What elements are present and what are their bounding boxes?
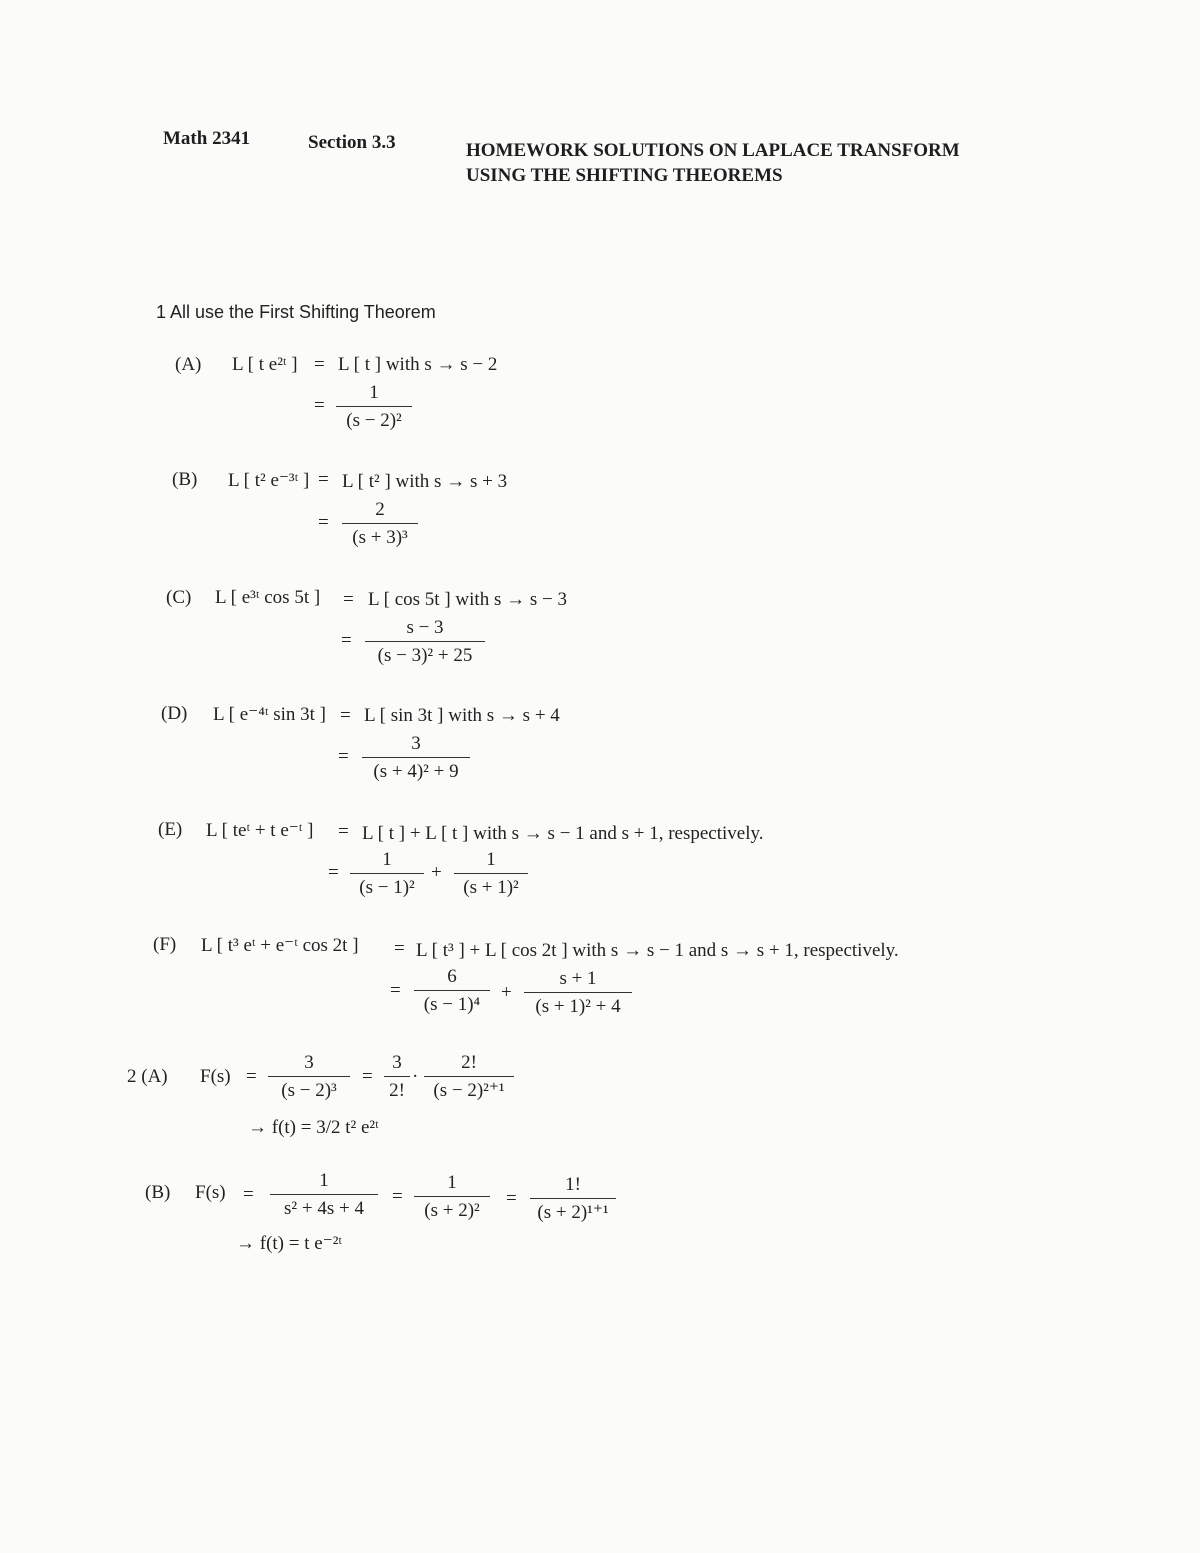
p1d-eq2: =: [338, 746, 349, 767]
p1a-fraction: [336, 382, 412, 432]
p1e-den1: (s − 1)²: [359, 877, 415, 898]
p2b-num3: 1!: [565, 1174, 581, 1195]
p1d-label: (D): [161, 703, 188, 724]
p1d-num: 3: [411, 733, 421, 754]
p1e-den2: (s + 1)²: [463, 877, 519, 898]
p2b-result: → f(t) = t e⁻²ᵗ: [236, 1233, 343, 1254]
p1f-fraction-2: [524, 968, 632, 1018]
p1b-den: (s + 3)³: [352, 527, 408, 548]
p1a-den: (s − 2)²: [346, 410, 402, 431]
p1c-den: (s − 3)² + 25: [377, 645, 473, 666]
p2a-num1: 3: [304, 1052, 314, 1073]
p2b-num2: 1: [447, 1172, 457, 1193]
p1d-den: (s + 4)² + 9: [373, 761, 459, 782]
p1a-num: 1: [369, 382, 379, 403]
p2b-num1: 1: [319, 1170, 329, 1191]
p1f-num2: s + 1: [559, 968, 597, 989]
problem-1-intro: 1 All use the First Shifting Theorem: [156, 302, 436, 322]
p1a-eq2: =: [314, 395, 325, 416]
p1b-eq: =: [318, 469, 329, 490]
fraction-bar: [530, 1198, 616, 1199]
p1c-lhs: L [ e³ᵗ cos 5t ]: [215, 587, 321, 608]
p1f-fraction-1: [414, 966, 490, 1016]
fraction-bar: [342, 523, 418, 524]
p2b-fraction-2: [414, 1172, 490, 1222]
p2b-den3: (s + 2)¹⁺¹: [537, 1202, 609, 1223]
p2a-dot: ·: [412, 1066, 419, 1087]
p1e-rhs: L [ t ] + L [ t ] with s → s − 1 and s + 1, respectively.: [362, 823, 764, 844]
p2a-fs: F(s): [200, 1066, 231, 1087]
p1d-eq: =: [340, 705, 351, 726]
p1a-eq: =: [314, 354, 325, 375]
p1b-rhs: L [ t² ] with s → s + 3: [342, 471, 508, 492]
p1f-num1: 6: [447, 966, 457, 987]
p2b-fraction-1: [270, 1170, 378, 1220]
p2b-den1: s² + 4s + 4: [284, 1198, 364, 1219]
p1f-label: (F): [153, 934, 177, 955]
p2a-fraction-3: [424, 1052, 514, 1102]
p2a-den3: (s − 2)²⁺¹: [433, 1080, 505, 1101]
p1a-lhs: L [ t e²ᵗ ]: [232, 354, 298, 375]
title-line-2: USING THE SHIFTING THEOREMS: [466, 165, 783, 186]
fraction-bar: [365, 641, 485, 642]
p1c-label: (C): [166, 587, 192, 608]
fraction-bar: [414, 1196, 490, 1197]
fraction-bar: [424, 1076, 514, 1077]
p2b-fs: F(s): [195, 1182, 226, 1203]
fraction-bar: [350, 873, 424, 874]
p1f-eq2: =: [390, 980, 401, 1001]
p1b-num: 2: [375, 499, 385, 520]
p1c-eq2: =: [341, 630, 352, 651]
p1c-num: s − 3: [406, 617, 444, 638]
p2b-label: (B): [145, 1182, 171, 1203]
p1d-rhs: L [ sin 3t ] with s → s + 4: [364, 705, 560, 726]
p1e-eq: =: [338, 821, 349, 842]
p1e-lhs: L [ teᵗ + t e⁻ᵗ ]: [206, 820, 314, 841]
p1f-rhs: L [ t³ ] + L [ cos 2t ] with s → s − 1 and s → s + 1, respectively.: [416, 940, 899, 961]
p1e-plus: +: [431, 862, 442, 883]
p1c-eq: =: [343, 589, 354, 610]
p2a-eq2: =: [362, 1066, 373, 1087]
p2a-label: 2 (A): [127, 1066, 168, 1087]
fraction-bar: [336, 406, 412, 407]
page-title: [466, 138, 960, 188]
p2a-den2: 2!: [389, 1080, 405, 1101]
p2a-eq1: =: [246, 1066, 257, 1087]
p1d-lhs: L [ e⁻⁴ᵗ sin 3t ]: [213, 704, 326, 725]
p1e-eq2: =: [328, 862, 339, 883]
title-line-1: HOMEWORK SOLUTIONS ON LAPLACE TRANSFORM: [466, 140, 960, 161]
p1e-fraction-1: [350, 849, 424, 899]
p2a-result: → f(t) = 3/2 t² e²ᵗ: [248, 1117, 379, 1138]
p2b-eq3: =: [506, 1188, 517, 1209]
p1f-eq: =: [394, 938, 405, 959]
p1b-label: (B): [172, 469, 198, 490]
fraction-bar: [384, 1076, 410, 1077]
p2a-num2: 3: [392, 1052, 402, 1073]
fraction-bar: [268, 1076, 350, 1077]
p1a-rhs: L [ t ] with s → s − 2: [338, 354, 498, 375]
p1a-label: (A): [175, 354, 202, 375]
p2a-den1: (s − 2)³: [281, 1080, 337, 1101]
fraction-bar: [454, 873, 528, 874]
p1f-den1: (s − 1)⁴: [423, 994, 481, 1015]
fraction-bar: [414, 990, 490, 991]
section-number: Section 3.3: [308, 132, 396, 153]
p2b-eq1: =: [243, 1184, 254, 1205]
p1e-fraction-2: [454, 849, 528, 899]
p1c-fraction: [365, 617, 485, 667]
p2b-den2: (s + 2)²: [424, 1200, 480, 1221]
p1b-lhs: L [ t² e⁻³ᵗ ]: [228, 470, 310, 491]
p1e-label: (E): [158, 819, 183, 840]
p1f-plus: +: [501, 982, 512, 1003]
p2a-fraction-1: [268, 1052, 350, 1102]
p2b-eq2: =: [392, 1186, 403, 1207]
p1f-den2: (s + 1)² + 4: [535, 996, 621, 1017]
p2a-num3: 2!: [461, 1052, 477, 1073]
p1e-num1: 1: [382, 849, 392, 870]
p1e-num2: 1: [486, 849, 496, 870]
p1d-fraction: [362, 733, 470, 783]
p1f-lhs: L [ t³ eᵗ + e⁻ᵗ cos 2t ]: [201, 935, 359, 956]
fraction-bar: [270, 1194, 378, 1195]
p1b-fraction: [342, 499, 418, 549]
course-number: Math 2341: [163, 128, 251, 149]
fraction-bar: [362, 757, 470, 758]
p1b-eq2: =: [318, 512, 329, 533]
fraction-bar: [524, 992, 632, 993]
p1c-rhs: L [ cos 5t ] with s → s − 3: [368, 589, 567, 610]
p2b-fraction-3: [530, 1174, 616, 1224]
p2a-fraction-2: [384, 1052, 410, 1102]
